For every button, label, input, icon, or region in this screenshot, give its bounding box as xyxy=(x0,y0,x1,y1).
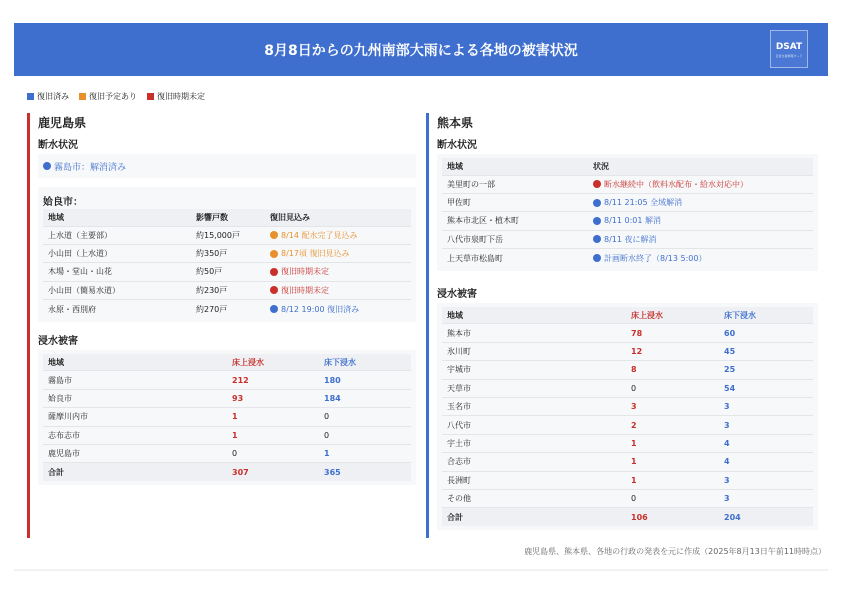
legend-restored: 復旧済み xyxy=(27,91,69,102)
aira-box xyxy=(38,187,416,322)
table-row: その他 0 3 xyxy=(442,489,813,507)
alert-icon: ! xyxy=(270,286,278,294)
check-icon: ✓ xyxy=(271,305,277,312)
divider xyxy=(14,569,828,571)
kumamoto-title: 熊本県 xyxy=(437,116,474,130)
table-row: 氷川町 12 45 xyxy=(442,342,813,360)
check-icon: ✓ xyxy=(44,162,50,169)
table-row: 宇土市 1 4 xyxy=(442,434,813,452)
table-row: 上水道（主要部） 約15,000戸 ◷ 8/14 配水完了見込み xyxy=(43,226,411,244)
clock-icon: ◷ xyxy=(271,231,277,239)
check-icon: ✓ xyxy=(594,198,600,206)
red-square-icon xyxy=(147,93,154,100)
table-row: 姶良市 93 184 xyxy=(43,389,411,407)
table-row: 永原・西別府 約270戸 ✓ 8/12 19:00 復旧済み xyxy=(43,300,411,318)
aira-title: 姶良市： xyxy=(43,197,83,208)
kagoshima-flood-table: 地域 床上浸水 床下浸水 霧島市 212 180 姶良市 93 184 薩摩川内市 1 0 志布志市 1 0 鹿児島市 0 1 合計 307 365 xyxy=(43,354,411,481)
table-row: 小山田（簡易水道） 約230戸 ! 復旧時期未定 xyxy=(43,281,411,299)
table-row: 甲佐町 ✓ 8/11 21:05 全域解消 xyxy=(442,193,813,211)
kirishima-status-box xyxy=(38,154,416,178)
table-row: 小山田（上水道） 約350戸 ◷ 8/17頃 復旧見込み xyxy=(43,244,411,262)
table-row: 天草市 0 54 xyxy=(442,379,813,397)
kagoshima-water-title: 断水状況 xyxy=(38,140,78,151)
alert-icon: ! xyxy=(593,180,601,188)
table-row: 霧島市 212 180 xyxy=(43,371,411,389)
clock-icon: ◷ xyxy=(271,249,277,257)
table-row: 木場・堂山・山花 約50戸 ! 復旧時期未定 xyxy=(43,263,411,281)
table-row: 美里町の一部 ! 断水継続中（飲料水配布・給水対応中） xyxy=(442,175,813,193)
table-row: 八代市 2 3 xyxy=(442,416,813,434)
check-icon: ✓ xyxy=(594,235,600,243)
table-row: 薩摩川内市 1 0 xyxy=(43,408,411,426)
table-row: 八代市泉町下岳 ✓ 8/11 夜に解消 xyxy=(442,230,813,248)
table-row: 熊本市北区・植木町 ✓ 8/11 0:01 解消 xyxy=(442,212,813,230)
kumamoto-flood-title: 浸水被害 xyxy=(437,288,477,300)
aira-water-table: 地域 影響戸数 復旧見込み 上水道（主要部） 約15,000戸 ◷ 8/14 配水完了見込み 小山田（上水道） 約350戸 ◷ 8/17頃 復旧見込み 木場・堂山・山花 約50戸 ! 復旧時期未定 小山田（簡易水道） 約230戸 ! 復旧時期未定 永原・西別府 約270戸 ✓ 8/12 19:00 復旧済み xyxy=(43,209,411,318)
alert-icon: ! xyxy=(270,268,278,276)
legend xyxy=(27,90,215,102)
check-icon: ✓ xyxy=(594,216,600,224)
blue-square-icon xyxy=(27,93,34,100)
kumamoto-flood-box xyxy=(437,303,818,530)
kagoshima-flood-box xyxy=(38,350,416,485)
kirishima-status: 霧島市：解消済み xyxy=(54,162,127,173)
kumamoto-flood-table: 地域 床上浸水 床下浸水 熊本市 78 60 氷川町 12 45 宇城市 8 25 天草市 0 54 玉名市 3 3 八代市 2 3 宇土市 1 4 合志市 1 4 長洲町 1 3 その他 0 3 合計 106 204 xyxy=(442,307,813,526)
kagoshima-section xyxy=(27,113,416,538)
table-row: 志布志市 1 0 xyxy=(43,426,411,444)
total-row: 合計 307 365 xyxy=(43,463,411,481)
kumamoto-section xyxy=(426,113,818,538)
table-row: 鹿児島市 0 1 xyxy=(43,445,411,463)
page-title: 8月8日からの九州南部大雨による各地の被害状況 xyxy=(264,43,578,59)
table-row: 合志市 1 4 xyxy=(442,453,813,471)
kagoshima-flood-title: 浸水被害 xyxy=(38,335,78,347)
dsat-logo: DSAT 災害支援情報ボード xyxy=(770,30,808,68)
header-banner xyxy=(14,23,828,76)
table-row: 玉名市 3 3 xyxy=(442,398,813,416)
table-row: 熊本市 78 60 xyxy=(442,324,813,342)
legend-scheduled: 復旧予定あり xyxy=(79,91,137,102)
legend-undetermined: 復旧時期未定 xyxy=(147,91,205,102)
kumamoto-water-box xyxy=(437,154,818,271)
table-row: 宇城市 8 25 xyxy=(442,361,813,379)
source-footnote: 鹿児島県、熊本県、各地の行政の発表を元に作成（2025年8月13日午前11時時点） xyxy=(524,547,826,556)
kumamoto-water-table: 地域 状況 美里町の一部 ! 断水継続中（飲料水配布・給水対応中） 甲佐町 ✓ 8/11 21:05 全域解消 熊本市北区・植木町 ✓ 8/11 0:01 解消 八代市泉町下岳 ✓ 8/11 夜に解消 上天草市松島町 ✓ 計画断水終了（8/13 5:00） xyxy=(442,158,813,267)
kagoshima-title: 鹿児島県 xyxy=(38,116,87,130)
table-row: 長洲町 1 3 xyxy=(442,471,813,489)
orange-square-icon xyxy=(79,93,86,100)
check-icon: ✓ xyxy=(594,254,600,261)
kumamoto-water-title: 断水状況 xyxy=(437,140,477,151)
table-row: 上天草市松島町 ✓ 計画断水終了（8/13 5:00） xyxy=(442,249,813,267)
total-row: 合計 106 204 xyxy=(442,508,813,526)
